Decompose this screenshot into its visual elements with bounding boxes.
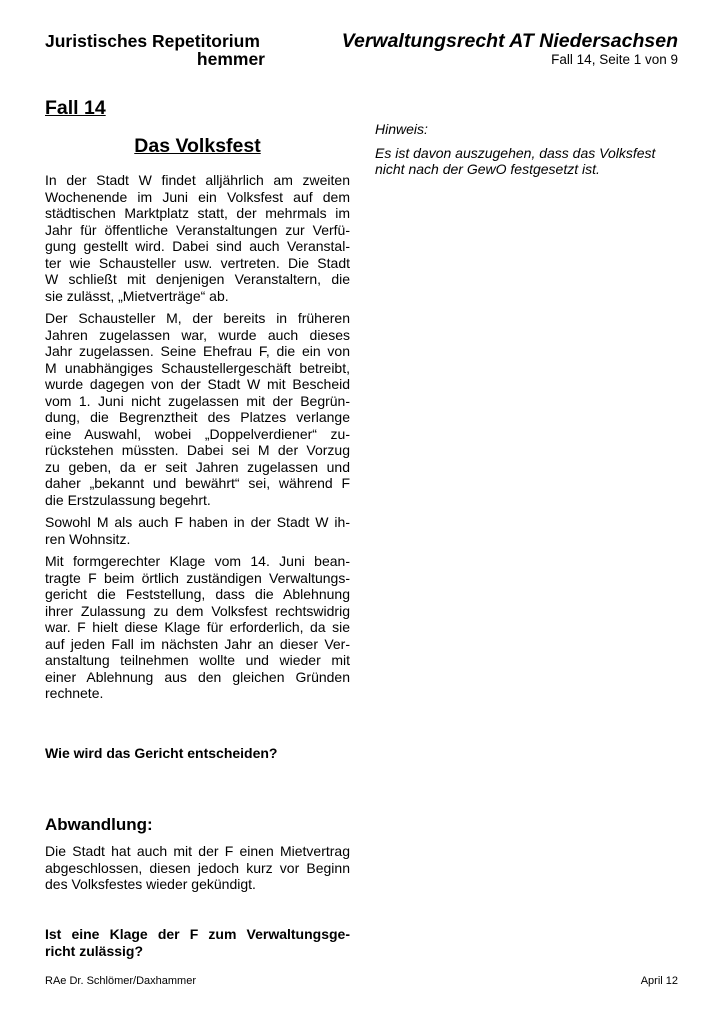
text-line: die Erstzulassung begehrt. <box>45 491 211 508</box>
hint-line: Es ist davon auszugehen, dass das Volksfest <box>375 144 656 161</box>
text-line: auf jeden Fall im nächsten Jahr an dieser Ver- <box>45 635 350 652</box>
text-line: abgeschlossen, diesen jedoch kurz vor Beginn <box>45 859 350 876</box>
hint-line: nicht nach der GewO festgesetzt ist. <box>375 161 600 177</box>
text-line: ihrer Zulassung zu dem Volksfest rechtswidrig <box>45 602 350 619</box>
text-line: M unabhängiges Schaustellergeschäft betreibt, <box>45 359 350 376</box>
page-info: Fall 14, Seite 1 von 9 <box>551 52 678 67</box>
paragraph <box>45 514 350 547</box>
variant-body <box>45 843 350 893</box>
text-line: Der Schausteller M, der bereits in früheren <box>45 310 350 326</box>
paragraph <box>45 172 350 304</box>
text-line: In der Stadt W findet alljährlich am zweiten <box>45 172 350 188</box>
text-line: sie zulässt, „Mietverträge“ ab. <box>45 287 229 304</box>
text-line: ren Wohnsitz. <box>45 530 131 547</box>
text-line: Ist eine Klage der F zum Verwaltungsge- <box>45 926 350 942</box>
case-title-wrap <box>45 135 350 158</box>
text-line: zu geben, da er seit Jahren zugelassen und <box>45 458 350 475</box>
hint-box <box>375 121 680 178</box>
header-course <box>342 30 678 68</box>
header-publisher <box>45 32 285 68</box>
text-line: Sowohl M als auch F haben in der Stadt W ih- <box>45 514 350 530</box>
publisher-line1: Juristisches Repetitorium <box>45 31 260 51</box>
text-line: rückstehen müssten. Dabei sei M der Vorzug <box>45 442 350 458</box>
text-line: gericht die Feststellung, dass die Ablehnung <box>45 586 350 602</box>
paragraph <box>45 553 350 702</box>
text-line: Mit formgerechter Klage vom 14. Juni bean- <box>45 553 350 569</box>
text-line: Jahren zugelassen war, wurde auch dieses <box>45 326 350 343</box>
text-line: tragte F beim örtlich zuständigen Verwaltungs- <box>45 569 350 586</box>
text-line: einer Ablehnung aus den gleichen Gründen <box>45 668 350 685</box>
text-line: Die Stadt hat auch mit der F einen Mietvertrag <box>45 843 350 859</box>
question-2 <box>45 926 350 959</box>
text-line: war. F hielt diese Klage für erforderlich, da sie <box>45 619 350 635</box>
paragraph <box>45 310 350 508</box>
variant-heading: Abwandlung: <box>45 815 153 834</box>
publisher-line2: hemmer <box>196 49 265 69</box>
course-title: Verwaltungsrecht AT Niedersachsen <box>341 30 678 52</box>
text-line: gung gestellt wird. Dabei sind auch Veranstal- <box>45 238 350 254</box>
text-line: Wochenende im Juni ein Volksfest auf dem <box>45 188 350 205</box>
text-line: dung, die Begrenztheit des Platzes verlange <box>45 409 350 425</box>
case-body <box>45 172 350 708</box>
text-line: vom 1. Juni nicht zugelassen mit der Begrün- <box>45 392 350 409</box>
question-1: Wie wird das Gericht entscheiden? <box>45 745 278 761</box>
hint-label: Hinweis: <box>375 121 428 137</box>
text-line: des Volksfestes wieder gekündigt. <box>45 876 256 892</box>
case-title: Das Volksfest <box>134 135 261 157</box>
text-line: Jahr für öffentliche Veranstaltungen zur Verfü- <box>45 221 350 238</box>
text-line: anstaltung teilnehmen wollte und wieder mit <box>45 652 350 668</box>
footer-authors: RAe Dr. Schlömer/Daxhammer <box>45 975 196 987</box>
text-line: städtischen Marktplatz statt, der mehrmals im <box>45 205 350 221</box>
text-line: richt zulässig? <box>45 942 144 959</box>
text-line: eine Auswahl, wobei „Doppelverdiener“ zu- <box>45 425 350 442</box>
footer-date: April 12 <box>640 975 678 987</box>
text-line: Jahr zugelassen. Seine Ehefrau F, die ein von <box>45 343 350 359</box>
text-line: W schließt mit denjenigen Veranstaltern, die <box>45 271 350 287</box>
text-line: daher „bekannt und bewährt“ sei, während F <box>45 475 350 491</box>
text-line: ter wie Schausteller usw. vertreten. Die Stadt <box>45 254 350 271</box>
text-line: wurde dagegen von der Stadt W mit Bescheid <box>45 376 350 392</box>
text-line: rechnete. <box>45 685 104 701</box>
case-number: Fall 14 <box>45 97 106 119</box>
